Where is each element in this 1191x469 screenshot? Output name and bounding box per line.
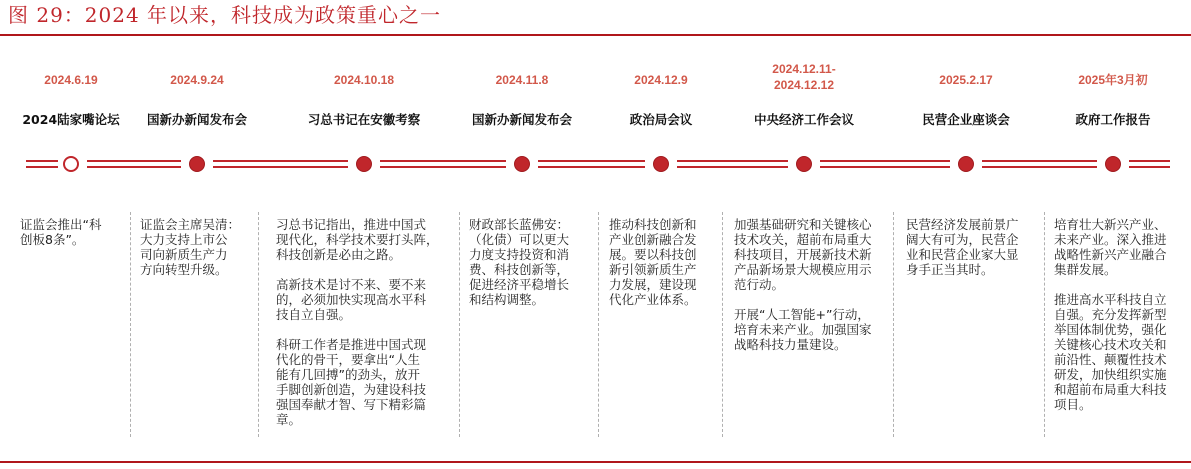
timeline-node: [356, 156, 372, 172]
description-paragraph: [1054, 217, 1167, 277]
timeline-node: [796, 156, 812, 172]
timeline-segment: [1129, 160, 1170, 168]
timeline-description: [20, 217, 101, 262]
description-line: 集群发展。: [1054, 262, 1117, 277]
description-line: 技自立自强。: [276, 307, 352, 322]
description-line: 能有几回搏”的劲头，放开: [276, 367, 420, 382]
description-line: 产品新场景大规模应用示: [734, 262, 872, 277]
title-rule: [0, 34, 1191, 36]
timeline-event: 政治局会议: [629, 112, 693, 127]
timeline-node: [514, 156, 530, 172]
timeline-date: [772, 61, 835, 93]
timeline-date: 2024.6.19: [44, 73, 98, 87]
description-line: 产业创新融合发: [609, 232, 697, 247]
description-line: 强国奉献才智、写下精彩篇: [276, 397, 427, 412]
timeline-segment: [538, 160, 645, 168]
timeline-segment: [677, 160, 788, 168]
description-line: 技术攻关，超前布局重大: [734, 232, 872, 247]
description-line: 和超前布局重大科技: [1054, 382, 1167, 397]
description-line: 创板8条”。: [20, 232, 85, 247]
description-line: 力度支持投资和消: [469, 247, 570, 262]
description-paragraph: [276, 277, 439, 322]
description-line: 手脚创新创造，为建设科技: [276, 382, 427, 397]
description-line: 展。要以科技创: [609, 247, 697, 262]
description-paragraph: [1054, 292, 1167, 412]
timeline-node: [1105, 156, 1121, 172]
timeline-segment: [26, 160, 58, 168]
description-paragraph: [734, 217, 872, 292]
timeline-date: 2025年3月初: [1078, 73, 1148, 87]
description-line: 阔大有可为，民营企: [906, 232, 1019, 247]
description-paragraph: [20, 217, 101, 247]
description-paragraph: [140, 217, 240, 277]
description-line: 的，必须加快实现高水平科: [276, 292, 427, 307]
timeline-description: [609, 217, 697, 322]
description-line: 战略科技力量建设。: [734, 337, 847, 352]
description-paragraph: [609, 217, 697, 307]
timeline-date-line: 2024.12.12: [773, 78, 835, 92]
description-line: 身手正当其时。: [906, 262, 994, 277]
timeline-description: [1054, 217, 1167, 427]
description-line: 证监会推出“科: [20, 217, 102, 232]
description-line: 未来产业。深入推进: [1054, 232, 1167, 247]
timeline-date: 2024.10.18: [333, 73, 395, 87]
timeline-segment: [213, 160, 348, 168]
description-line: 章。: [276, 412, 302, 427]
description-line: 习总书记指出，推进中国式: [276, 217, 427, 232]
description-line: 科技项目，开展新技术新: [734, 247, 872, 262]
description-line: 力发展，建设现: [609, 277, 697, 292]
description-line: 高新技术是讨不来、要不来: [276, 277, 427, 292]
timeline-event: 国新办新闻发布会: [146, 112, 248, 127]
timeline-description: [906, 217, 1019, 292]
timeline-date-line: 2024.12.11-: [772, 62, 836, 76]
description-line: 业和民营企业家大显: [906, 247, 1019, 262]
timeline-node-hollow: [63, 156, 79, 172]
timeline-description: [140, 217, 240, 292]
description-line: 推动科技创新和: [609, 217, 697, 232]
description-line: 科研工作者是推进中国式现: [276, 337, 427, 352]
description-paragraph: [906, 217, 1019, 277]
timeline-description: [469, 217, 569, 322]
description-line: 现代化，科学技术要打头阵，: [276, 232, 439, 247]
timeline-segment: [380, 160, 506, 168]
description-line: 科技创新是必由之路。: [276, 247, 402, 262]
description-line: 大力支持上市公: [140, 232, 228, 247]
description-line: 举国体制优势，强化: [1054, 322, 1167, 337]
description-line: 财政部长蓝佛安：: [469, 217, 570, 232]
timeline-event: 2024陆家嘴论坛: [22, 112, 120, 127]
description-line: 关键核心技术攻关和: [1054, 337, 1167, 352]
description-line: 费、科技创新等，: [469, 262, 570, 277]
timeline-segment: [87, 160, 181, 168]
column-divider: [598, 212, 599, 437]
description-line: 民营经济发展前景广: [906, 217, 1019, 232]
timeline-event: 中央经济工作会议: [753, 112, 855, 127]
timeline-event: 国新办新闻发布会: [471, 112, 573, 127]
bottom-rule: [0, 461, 1191, 463]
timeline-description: [276, 217, 439, 442]
timeline-segment: [982, 160, 1097, 168]
timeline-date: 2024.9.24: [170, 73, 224, 87]
description-line: 前沿性、颠覆性技术: [1054, 352, 1167, 367]
description-line: 推进高水平科技自立: [1054, 292, 1167, 307]
description-line: 代化产业体系。: [609, 292, 697, 307]
description-line: 加强基础研究和关键核心: [734, 217, 872, 232]
description-line: 方向转型升级。: [140, 262, 228, 277]
column-divider: [722, 212, 723, 437]
column-divider: [459, 212, 460, 437]
timeline-track: [0, 150, 1191, 182]
description-paragraph: [469, 217, 569, 307]
timeline-node: [653, 156, 669, 172]
description-paragraph: [734, 307, 872, 352]
description-line: 研发，加快组织实施: [1054, 367, 1167, 382]
description-line: 和结构调整。: [469, 292, 545, 307]
description-line: 促进经济平稳增长: [469, 277, 570, 292]
timeline-date: 2024.12.9: [634, 73, 688, 87]
description-line: 范行动。: [734, 277, 785, 292]
description-line: 司向新质生产力: [140, 247, 228, 262]
description-paragraph: [276, 337, 439, 427]
description-line: 培育壮大新兴产业、: [1054, 217, 1167, 232]
column-divider: [1044, 212, 1045, 437]
timeline-node: [189, 156, 205, 172]
description-line: 证监会主席吴清：: [140, 217, 241, 232]
description-line: 战略性新兴产业融合: [1054, 247, 1167, 262]
timeline-description: [734, 217, 872, 367]
column-divider: [130, 212, 131, 437]
description-line: 开展“人工智能+”行动，: [734, 307, 870, 322]
timeline-event: 民营企业座谈会: [922, 112, 1010, 127]
description-line: （化债）可以更大: [469, 232, 570, 247]
timeline-event: 政府工作报告: [1075, 112, 1151, 127]
description-paragraph: [276, 217, 439, 262]
description-line: 自强。充分发挥新型: [1054, 307, 1167, 322]
description-line: 代化的骨干，要拿出“人生: [276, 352, 420, 367]
timeline-segment: [820, 160, 950, 168]
timeline-event: 习总书记在安徽考察: [307, 112, 421, 127]
figure-title: 图 29：2024 年以来，科技成为政策重心之一: [8, 3, 442, 27]
column-divider: [893, 212, 894, 437]
timeline-node: [958, 156, 974, 172]
description-line: 新引领新质生产: [609, 262, 697, 277]
description-line: 培育未来产业。加强国家: [734, 322, 872, 337]
column-divider: [258, 212, 259, 437]
timeline-date: 2024.11.8: [495, 73, 549, 87]
description-line: 项目。: [1054, 397, 1092, 412]
timeline-date: 2025.2.17: [939, 73, 993, 87]
